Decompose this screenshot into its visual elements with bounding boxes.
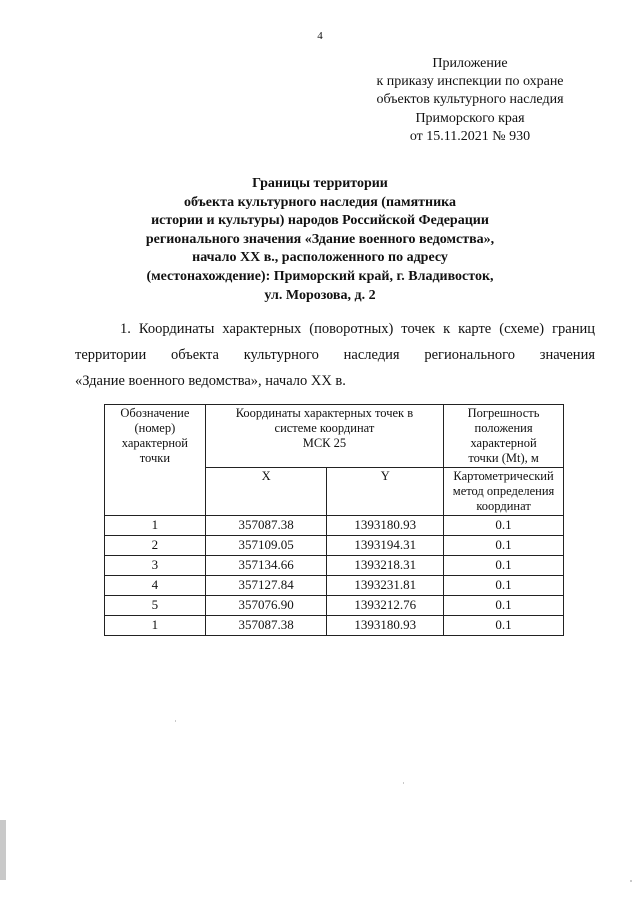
word: регионального: [424, 347, 515, 363]
appendix-block: [340, 55, 600, 146]
table-row: [105, 556, 564, 576]
coordinates-table: [104, 404, 564, 636]
header-text: Картометрический: [453, 469, 554, 483]
cell-x: 357134.66: [205, 556, 327, 576]
word: (схеме): [499, 321, 545, 337]
appendix-line: от 15.11.2021 № 930: [409, 128, 531, 144]
title-line: ул. Морозова, д. 2: [264, 287, 376, 303]
word: значения: [539, 347, 595, 363]
appendix-line: Приморского края: [415, 110, 525, 126]
word: границ: [552, 321, 595, 337]
cell-mt: 0.1: [444, 616, 564, 636]
page-number: 4: [317, 30, 323, 42]
word: (поворотных): [309, 321, 394, 337]
header-error: [444, 405, 564, 468]
cell-point: 2: [105, 536, 206, 556]
header-text: характерной: [121, 436, 188, 450]
word: территории: [75, 347, 147, 363]
cell-x: 357109.05: [205, 536, 327, 556]
cell-x: 357087.38: [205, 516, 327, 536]
cell-mt: 0.1: [444, 596, 564, 616]
title-line: регионального значения «Здание военного ведомства»,: [145, 231, 495, 247]
header-method: [444, 468, 564, 516]
header-text: точки: [139, 451, 171, 465]
word: карте: [458, 321, 492, 337]
cell-x: 357076.90: [205, 596, 327, 616]
header-text: Погрешность: [467, 406, 540, 420]
cell-mt: 0.1: [444, 536, 564, 556]
word: культурного: [243, 347, 319, 363]
header-text: положения: [474, 421, 533, 435]
word: наследия: [343, 347, 400, 363]
header-y: Y: [327, 468, 444, 516]
cell-y: 1393218.31: [327, 556, 444, 576]
paragraph-line-3: «Здание военного ведомства», начало XX в.: [75, 373, 346, 389]
word: Координаты: [138, 321, 215, 337]
word: характерных: [222, 321, 302, 337]
cell-point: 1: [105, 616, 206, 636]
cell-x: 357127.84: [205, 576, 327, 596]
header-text: точки (Mt), м: [468, 451, 539, 465]
cell-mt: 0.1: [444, 576, 564, 596]
title-line: (местонахождение): Приморский край, г. Владивосток,: [146, 268, 494, 284]
cell-y: 1393180.93: [327, 516, 444, 536]
header-text: координат: [476, 499, 531, 513]
table-row: [105, 616, 564, 636]
cell-x: 357087.38: [205, 616, 327, 636]
word: к: [443, 321, 451, 337]
appendix-line: к приказу инспекции по охране: [376, 74, 564, 90]
scan-artifact: [0, 820, 6, 880]
header-text: МСК 25: [302, 436, 347, 450]
appendix-line: Приложение: [432, 56, 508, 71]
cell-mt: 0.1: [444, 556, 564, 576]
header-point-designation: [105, 405, 206, 516]
header-text: метод определения: [452, 484, 555, 498]
appendix-line: объектов культурного наследия: [376, 92, 564, 108]
title-line: Границы территории: [252, 176, 388, 191]
scan-artifact: [175, 720, 176, 722]
header-x: X: [205, 468, 327, 516]
cell-y: 1393194.31: [327, 536, 444, 556]
table-row: [105, 576, 564, 596]
scan-artifact: [630, 880, 632, 882]
word: 1.: [120, 321, 131, 337]
cell-y: 1393231.81: [327, 576, 444, 596]
word: точек: [401, 321, 436, 337]
title-line: начало XX в., расположенного по адресу: [192, 250, 448, 266]
cell-point: 4: [105, 576, 206, 596]
header-text: характерной: [470, 436, 537, 450]
header-coordinates: [205, 405, 443, 468]
header-text: Обозначение: [120, 406, 190, 420]
header-text: системе координат: [274, 421, 375, 435]
title-line: объекта культурного наследия (памятника: [183, 194, 457, 210]
paragraph-line-1: [75, 316, 595, 342]
cell-mt: 0.1: [444, 516, 564, 536]
table-row: [105, 516, 564, 536]
cell-y: 1393212.76: [327, 596, 444, 616]
paragraph-line-2: [75, 342, 595, 368]
cell-point: 5: [105, 596, 206, 616]
header-text: Координаты характерных точек в: [235, 406, 414, 420]
table-header-row: [105, 405, 564, 468]
cell-point: 1: [105, 516, 206, 536]
document-title: [60, 175, 580, 305]
table-row: [105, 536, 564, 556]
cell-y: 1393180.93: [327, 616, 444, 636]
title-line: истории и культуры) народов Российской Федерации: [151, 213, 489, 229]
scan-artifact: [403, 782, 404, 784]
table-row: [105, 596, 564, 616]
header-text: (номер): [134, 421, 176, 435]
body-paragraph: [75, 316, 595, 394]
cell-point: 3: [105, 556, 206, 576]
word: объекта: [170, 347, 219, 363]
